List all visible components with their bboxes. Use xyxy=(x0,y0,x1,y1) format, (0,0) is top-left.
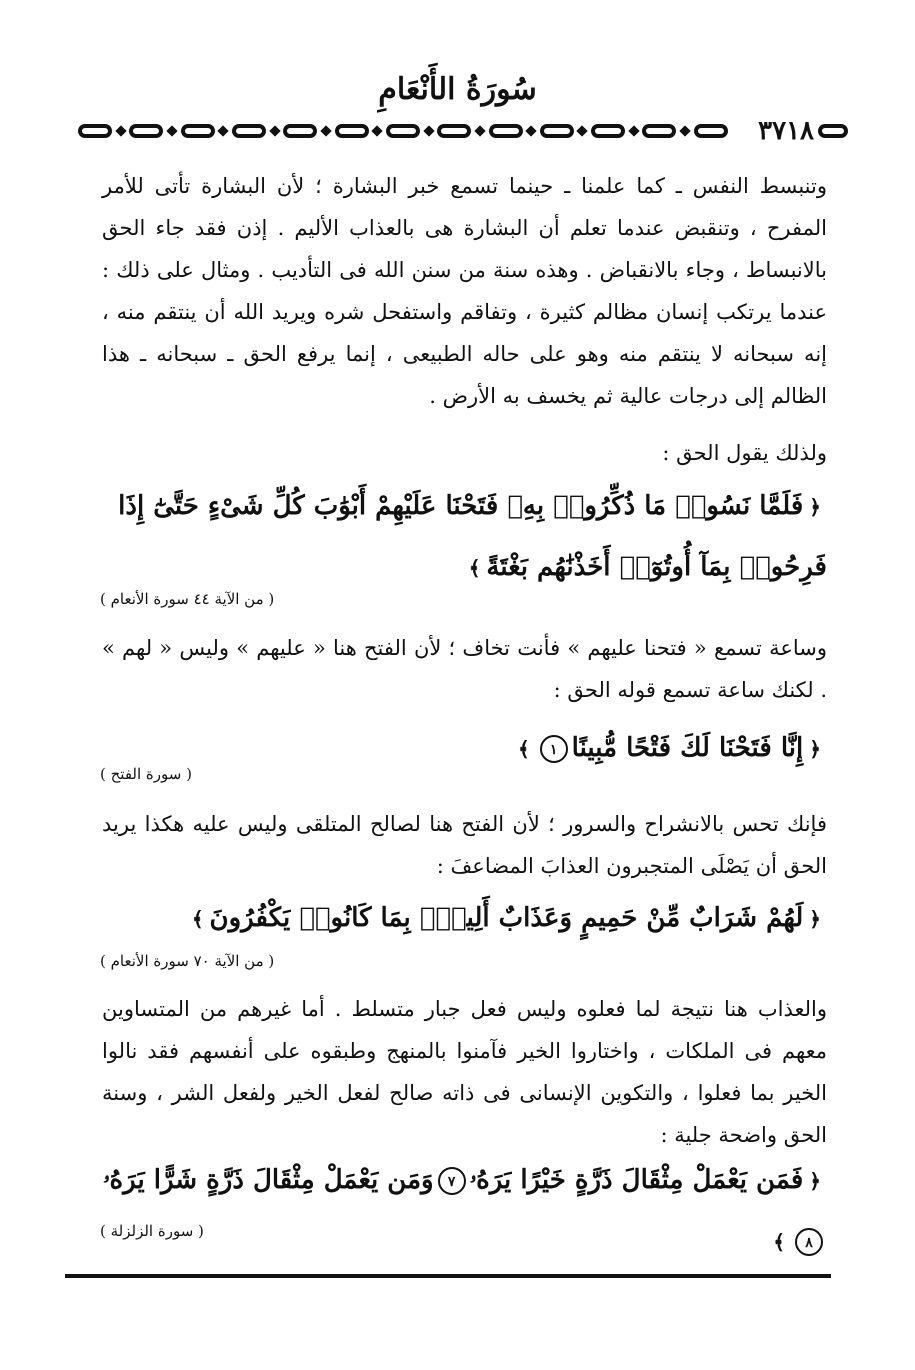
page-header-ornament xyxy=(78,116,848,146)
surah-title: سُورَةُ الأَنْعَامِ xyxy=(378,72,537,107)
verse-close-bracket: ﴾ xyxy=(517,737,530,761)
ornament-oval xyxy=(78,124,112,138)
verse-reference-3: ( من الآية ٧٠ سورة الأنعام ) xyxy=(100,952,275,970)
verse-close-bracket: ﴾ xyxy=(191,907,204,931)
ornament-diamond xyxy=(423,125,434,136)
ornament-oval xyxy=(129,124,163,138)
ayah-number-marker: ١ xyxy=(540,735,568,763)
ornament-oval xyxy=(283,124,317,138)
verse-text: وَمَن يَعْمَلْ مِثْقَالَ ذَرَّةٍ شَرًّا يَرَهُۥ xyxy=(102,1165,434,1195)
ornament-diamond xyxy=(269,125,280,136)
page-number-block xyxy=(758,116,848,146)
quran-verse-2 xyxy=(102,718,827,779)
verse-text: إِنَّا فَتَحْنَا لَكَ فَتْحًا مُّبِينًا xyxy=(571,733,804,763)
ornament-oval xyxy=(818,124,848,138)
paragraph-4: فإنك تحس بالانشراح والسرور ؛ لأن الفتح هنا لصالح المتلقى وليس عليه هكذا يريد الحق أن يَصْلَى المتجبرون العذابَ المضاعفَ : xyxy=(102,812,827,878)
ornament-oval xyxy=(181,124,215,138)
verse-open-bracket: ﴿ xyxy=(809,495,821,519)
paragraph-2: ولذلك يقول الحق : xyxy=(662,441,827,465)
verse-text: فَلَمَّا نَسُوا۟ مَا ذُكِّرُوا۟ بِهِۦ فَتَحْنَا عَلَيْهِمْ أَبْوَٰبَ كُلِّ شَىْءٍ حَتَّىٰٓ إِذَا فَرِحُوا۟ بِمَآ أُوتُوٓا۟ أَخَذْنَٰهُم بَغْتَةً xyxy=(118,491,827,582)
verse-close-bracket: ﴾ xyxy=(468,556,481,580)
ornament-oval xyxy=(540,124,574,138)
ayah-number-marker: ٨ xyxy=(795,1228,823,1256)
ornament-band xyxy=(78,116,728,146)
ornament-oval xyxy=(591,124,625,138)
paragraph-1: وتنبسط النفس ـ كما علمنا ـ حينما تسمع خبر البشارة ؛ لأن البشارة تأتى للأمر المفرح ، وتنقبض عندما تعلم أن البشارة هى بالعذاب الأليم . إذن فقد جاء الحق بالانبساط ، وجاء بالانقباض . وهذه سنة من سنن الله فى التأديب . ومثال على ذلك : عندما يرتكب إنسان مظالم كثيرة ، وتفاقم واستفحل شره ويريد الله أن ينتقم منه ، إنه سبحانه لا ينتقم منه وهو على حاله الطبيعى ، إنما يرفع الحق ـ سبحانه ـ هذا الظالم إلى درجات عالية ثم يخسف به الأرض . xyxy=(102,174,827,408)
ornament-oval xyxy=(335,124,369,138)
verse-text: فَمَن يَعْمَلْ مِثْقَالَ ذَرَّةٍ خَيْرًا يَرَهُۥ xyxy=(469,1165,804,1195)
footer-divider xyxy=(65,1274,831,1278)
ornament-diamond xyxy=(372,125,383,136)
paragraph-3: وساعة تسمع « فتحنا عليهم » فأنت تخاف ؛ لأن الفتح هنا « عليهم » وليس « لهم » . لكنك ساعة تسمع قوله الحق : xyxy=(102,636,827,702)
ornament-oval xyxy=(232,124,266,138)
ornament-diamond xyxy=(320,125,331,136)
verse-open-bracket: ﴿ xyxy=(809,737,821,761)
ornament-diamond xyxy=(166,125,177,136)
quran-verse-3 xyxy=(102,888,827,949)
verse-reference-2: ( سورة الفتح ) xyxy=(100,765,192,783)
ornament-diamond xyxy=(577,125,588,136)
ornament-diamond xyxy=(628,125,639,136)
page-number: ٣٧١٨ xyxy=(758,116,814,146)
ornament-diamond xyxy=(115,125,126,136)
quran-verse-4 xyxy=(102,1150,827,1272)
verse-open-bracket: ﴿ xyxy=(809,907,821,931)
verse-reference-4: ( سورة الزلزلة ) xyxy=(100,1222,204,1240)
ayah-number-marker: ٧ xyxy=(438,1167,466,1195)
verse-open-bracket: ﴿ xyxy=(809,1169,821,1193)
ornament-oval xyxy=(642,124,676,138)
ornament-oval xyxy=(694,124,728,138)
ornament-diamond xyxy=(679,125,690,136)
ornament-oval xyxy=(437,124,471,138)
verse-text: لَهُمْ شَرَابٌ مِّنْ حَمِيمٍ وَعَذَابٌ أَلِيمٌۢ بِمَا كَانُوا۟ يَكْفُرُونَ xyxy=(209,903,804,933)
verse-close-bracket: ﴾ xyxy=(773,1230,785,1254)
ornament-diamond xyxy=(474,125,485,136)
verse-reference-1: ( من الآية ٤٤ سورة الأنعام ) xyxy=(100,590,275,608)
ornament-oval xyxy=(386,124,420,138)
ornament-oval xyxy=(489,124,523,138)
paragraph-5: والعذاب هنا نتيجة لما فعلوه وليس فعل جبار متسلط . أما غيرهم من المتساوين معهم فى الملكات ، واختاروا الخير فآمنوا بالمنهج وطبقوه على أنفسهم فقد نالوا الخير بما فعلوا ، والتكوين الإنسانى فى ذاته صالح لفعل الخير ولفعل الشر ، وسنة الحق واضحة جلية : xyxy=(102,997,827,1147)
ornament-diamond xyxy=(525,125,536,136)
quran-verse-1 xyxy=(102,476,827,598)
ornament-diamond xyxy=(218,125,229,136)
